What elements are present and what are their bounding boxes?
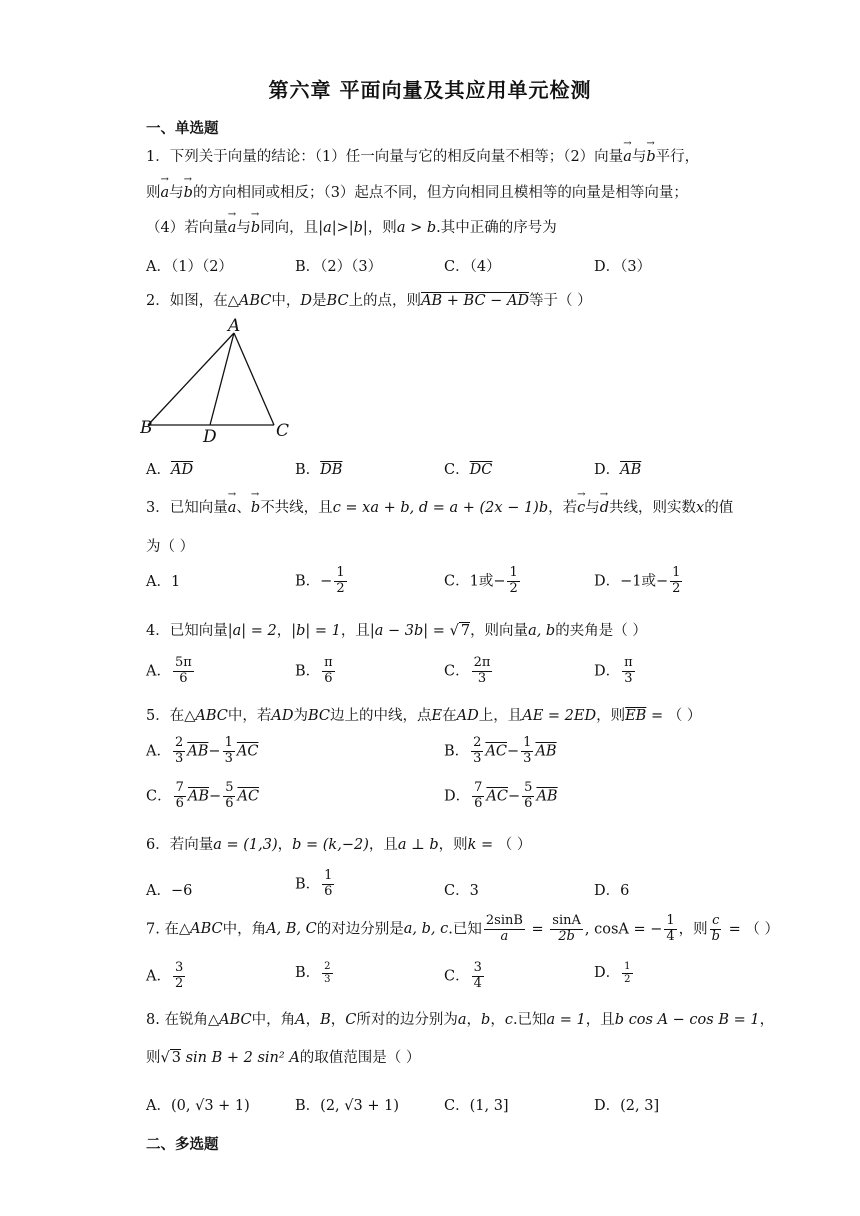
vertex-label-b: B <box>140 418 153 438</box>
q1-line3: （4）若向量→ a与→ b同向，且|a|>|b|，则a > b.其中正确的序号为 <box>146 216 557 237</box>
q8-option-c[interactable]: C．(1, 3] <box>444 1098 509 1114</box>
q8-line2: 则√ 3 sin B + 2 sin² A的取值范围是（ ） <box>146 1050 421 1066</box>
vertex-label-c: C <box>276 421 290 441</box>
q1-option-c[interactable]: C．（4） <box>444 259 501 275</box>
q8-option-b[interactable]: B．(2, √3 + 1) <box>295 1098 399 1114</box>
q5-option-a[interactable]: A． $\frac{2}{3}$ $\overline{AB}-$ $\frac{1}{3}$ $\overline{AC}$ <box>146 735 259 766</box>
q1-line2: 则→ a与→ b的方向相同或相反；（3）起点不同，但方向相同且模相等的向量是相等向量； <box>146 181 688 202</box>
q5-option-d[interactable]: D． $\frac{7}{6}$ $\overline{AC}-$ $\frac{5}{6}$ $\overline{AB}$ <box>444 780 558 811</box>
q4-option-c[interactable]: C． $\frac{2\pi}{3}$ <box>444 655 491 686</box>
q6-stem: 6．若向量a = (1,3)，b = (k,−2)，且a ⊥ b，则k = （ ） <box>146 837 532 853</box>
q1-option-d[interactable]: D．（3） <box>594 259 652 275</box>
q3-line1: 3．已知向量→ a、→ b不共线，且c = xa + b, d = a + (2x − 1)b，若→ c与→ d共线，则实数x的值 <box>146 496 733 517</box>
q7-option-a[interactable]: A． $\frac{3}{2}$ <box>146 960 184 991</box>
section-heading-single-choice: 一、单选题 <box>146 121 219 137</box>
q7-stem: 7. 在△ABC中，角A, B, C的对边分别是a, b, c.已知 $\frac{2\sin B}{a}$ = $\frac{\sin A}{2b}$ , cosA = − $\frac{1}{4}$ ，则 $\frac{c}{b}$ = （ ） <box>146 913 779 944</box>
q8-option-d[interactable]: D．(2, 3] <box>594 1098 660 1114</box>
q4-option-b[interactable]: B． $\frac{\pi}{6}$ <box>295 655 333 686</box>
q3-option-c[interactable]: C．1或− $\frac{1}{2}$ <box>444 565 518 596</box>
q3-line2: 为（ ） <box>146 539 195 555</box>
q1-option-b[interactable]: B．（2）（3） <box>295 259 383 275</box>
q3-option-b[interactable]: B．− $\frac{1}{2}$ <box>295 565 345 596</box>
triangle-figure <box>140 315 300 447</box>
q4-option-a[interactable]: A． $\frac{5\pi}{6}$ <box>146 655 192 686</box>
q5-option-c[interactable]: C． $\frac{7}{6}$ $\overline{AB}-$ $\frac{5}{6}$ $\overline{AC}$ <box>146 780 260 811</box>
q1-line1: 1．下列关于向量的结论：（1）任一向量与它的相反向量不相等；（2）向量→ a与→ b平行， <box>146 145 699 166</box>
q7-option-b[interactable]: B． $\frac{2}{3}$ <box>295 961 331 985</box>
page-title: 第六章 平面向量及其应用单元检测 <box>268 78 592 102</box>
q2-option-a[interactable]: A．$\overline{AD}$ <box>146 462 194 478</box>
q6-option-a[interactable]: A．−6 <box>146 883 193 899</box>
q1-option-a[interactable]: A．（1）（2） <box>146 259 233 275</box>
q8-line1: 8. 在锐角△ABC中，角A，B，C所对的边分别为a，b，c.已知a = 1，且b cos A − cos B = 1， <box>146 1012 775 1028</box>
q2-option-d[interactable]: D．$\overline{AB}$ <box>594 462 642 478</box>
section-heading-multiple-choice: 二、多选题 <box>146 1137 219 1153</box>
q3-option-a[interactable]: A．1 <box>146 574 181 590</box>
q2-stem: 2．如图，在△ABC中，D是BC上的点，则AB + BC − AD等于（ ） <box>146 293 592 309</box>
q5-option-b[interactable]: B． $\frac{2}{3}$ $\overline{AC}-$ $\frac{1}{3}$ $\overline{AB}$ <box>444 735 557 766</box>
q5-stem: 5．在△ABC中，若AD为BC边上的中线，点E在AD上，且AE = 2ED，则$\overline{EB}$ = （ ） <box>146 708 702 724</box>
q2-option-b[interactable]: B．$\overline{DB}$ <box>295 462 343 478</box>
vertex-label-a: A <box>228 316 241 336</box>
vertex-label-d: D <box>203 427 217 447</box>
q7-option-d[interactable]: D． $\frac{1}{2}$ <box>594 961 631 985</box>
q6-option-d[interactable]: D．6 <box>594 883 630 899</box>
q6-option-c[interactable]: C．3 <box>444 883 479 899</box>
q4-option-d[interactable]: D． $\frac{\pi}{3}$ <box>594 655 633 686</box>
q7-option-c[interactable]: C． $\frac{3}{4}$ <box>444 960 482 991</box>
q8-option-a[interactable]: A．(0, √3 + 1) <box>146 1098 250 1114</box>
q6-option-b[interactable]: B． $\frac{1}{6}$ <box>295 868 333 899</box>
q3-option-d[interactable]: D．−1或− $\frac{1}{2}$ <box>594 565 681 596</box>
q2-option-c[interactable]: C．$\overline{DC}$ <box>444 462 493 478</box>
q4-stem: 4．已知向量|a| = 2，|b| = 1，且|a − 3b| = √ 7，则向量a, b的夹角是（ ） <box>146 623 647 639</box>
